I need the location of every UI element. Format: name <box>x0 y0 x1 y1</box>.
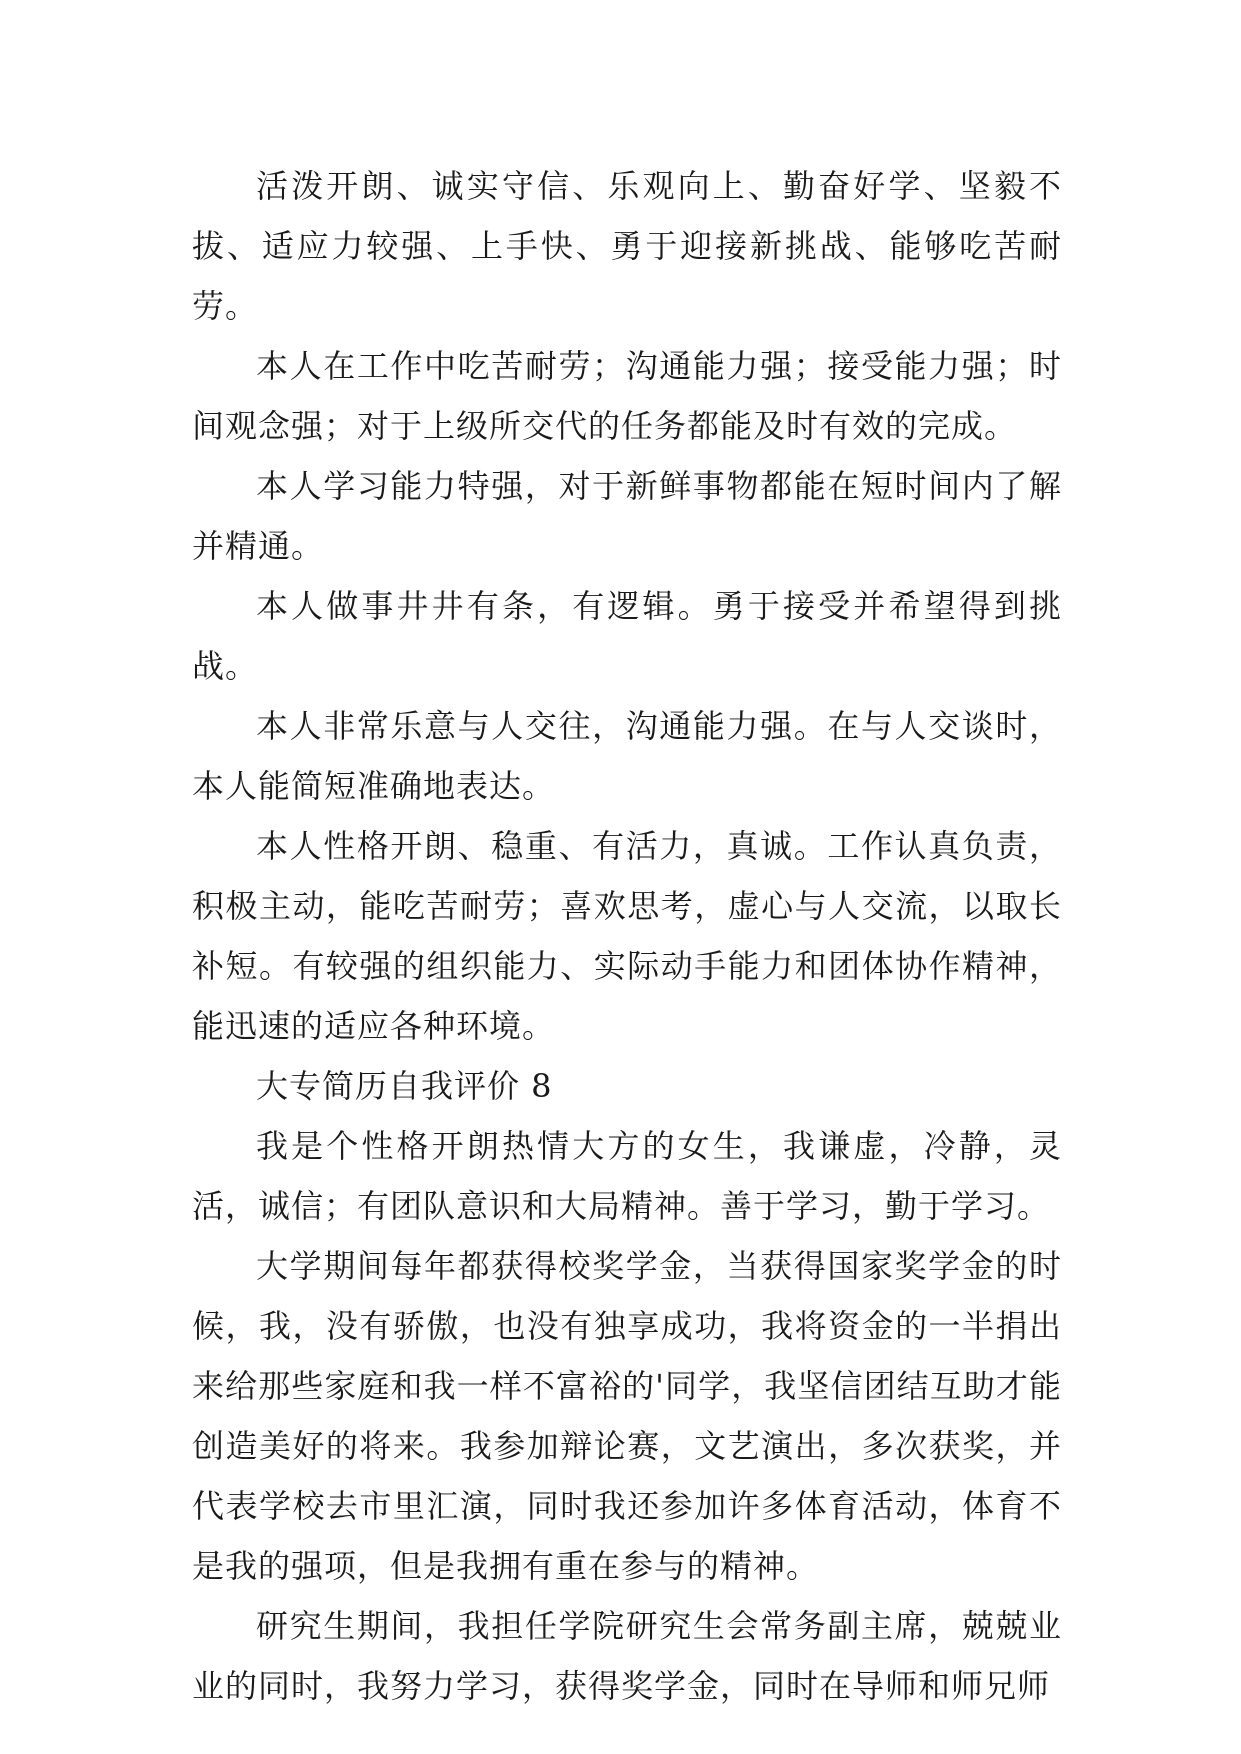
paragraph: 我是个性格开朗热情大方的女生，我谦虚，冷静，灵活，诚信；有团队意识和大局精神。善于学习，勤于学习。 <box>192 1127 1062 1225</box>
paragraph: 本人非常乐意与人交往，沟通能力强。在与人交谈时，本人能简短准确地表达。 <box>192 707 1062 805</box>
section-heading: 大专简历自我评价 8 <box>256 1067 553 1105</box>
paragraph: 本人做事井井有条，有逻辑。勇于接受并希望得到挑战。 <box>192 587 1062 685</box>
document-body <box>192 156 1062 1716</box>
paragraph: 本人在工作中吃苦耐劳；沟通能力强；接受能力强；时间观念强；对于上级所交代的任务都能及时有效的完成。 <box>192 347 1062 445</box>
paragraph: 研究生期间，我担任学院研究生会常务副主席，兢兢业业的同时，我努力学习，获得奖学金，同时在导师和师兄师 <box>192 1607 1062 1705</box>
paragraph: 本人性格开朗、稳重、有活力，真诚。工作认真负责，积极主动，能吃苦耐劳；喜欢思考，虚心与人交流，以取长补短。有较强的组织能力、实际动手能力和团体协作精神，能迅速的适应各种环境。 <box>192 827 1062 1045</box>
paragraph: 本人学习能力特强，对于新鲜事物都能在短时间内了解并精通。 <box>192 467 1062 565</box>
paragraph: 大学期间每年都获得校奖学金，当获得国家奖学金的时候，我，没有骄傲，也没有独享成功，我将资金的一半捐出来给那些家庭和我一样不富裕的'同学，我坚信团结互助才能创造美好的将来。我参加辩论赛，文艺演出，多次获奖，并代表学校去市里汇演，同时我还参加许多体育活动，体育不是我的强项，但是我拥有重在参与的精神。 <box>192 1247 1062 1585</box>
paragraph: 活泼开朗、诚实守信、乐观向上、勤奋好学、坚毅不拔、适应力较强、上手快、勇于迎接新挑战、能够吃苦耐劳。 <box>192 167 1062 325</box>
